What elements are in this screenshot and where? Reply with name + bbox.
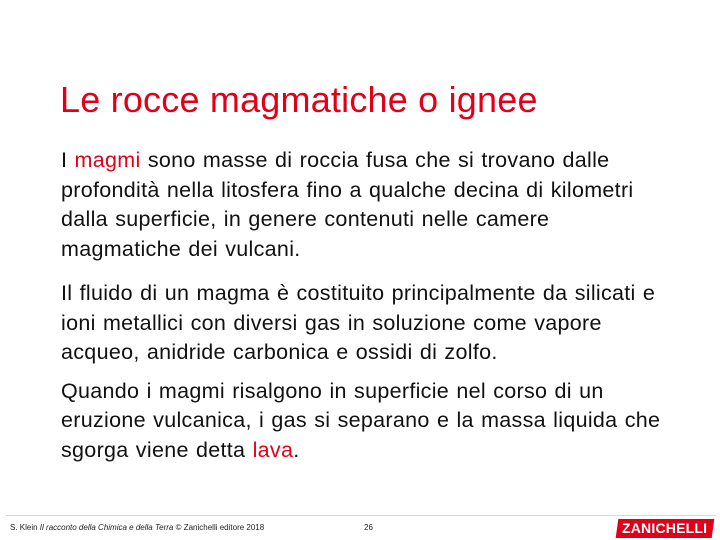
slide-title: Le rocce magmatiche o ignee [60,79,538,121]
paragraph-lava-end: . [293,437,300,462]
paragraph-fluido-text: Il fluido di un magma è costituito principalmente da silicati e ioni metallici con diversi gas in soluzione come vapore acqueo, anidride carbonica e ossidi di zolfo. [61,281,656,364]
slide-body [61,146,661,487]
paragraph-lava [61,377,661,466]
footer-divider [6,515,716,516]
paragraph-magmi-rest: sono masse di roccia fusa che si trovano dalle profondità nella litosfera fino a qualche decina di kilometri dalla superficie, in genere contenuti nelle camere magmatiche dei vulcani. [61,148,634,261]
credit-publisher: © Zanichelli editore 2018 [173,523,265,532]
footer-credit [10,523,264,533]
zanichelli-logo-text: ZANICHELLI [622,520,708,536]
paragraph-lava-lead: Quando i magmi risalgono in superficie nel corso di un eruzione vulcanica, i gas si separano e la massa liquida che sgorga viene detta [61,378,661,462]
paragraph-magmi-lead: I [61,148,75,172]
highlight-lava: lava [252,437,294,462]
highlight-magmi: magmi [74,148,141,172]
paragraph-fluido [61,279,661,368]
paragraph-magmi [61,146,661,264]
credit-author: S. Klein [10,523,38,532]
zanichelli-logo [616,519,715,538]
credit-book-title: Il racconto della Chimica e della Terra [37,523,174,532]
page-number: 26 [364,523,373,532]
